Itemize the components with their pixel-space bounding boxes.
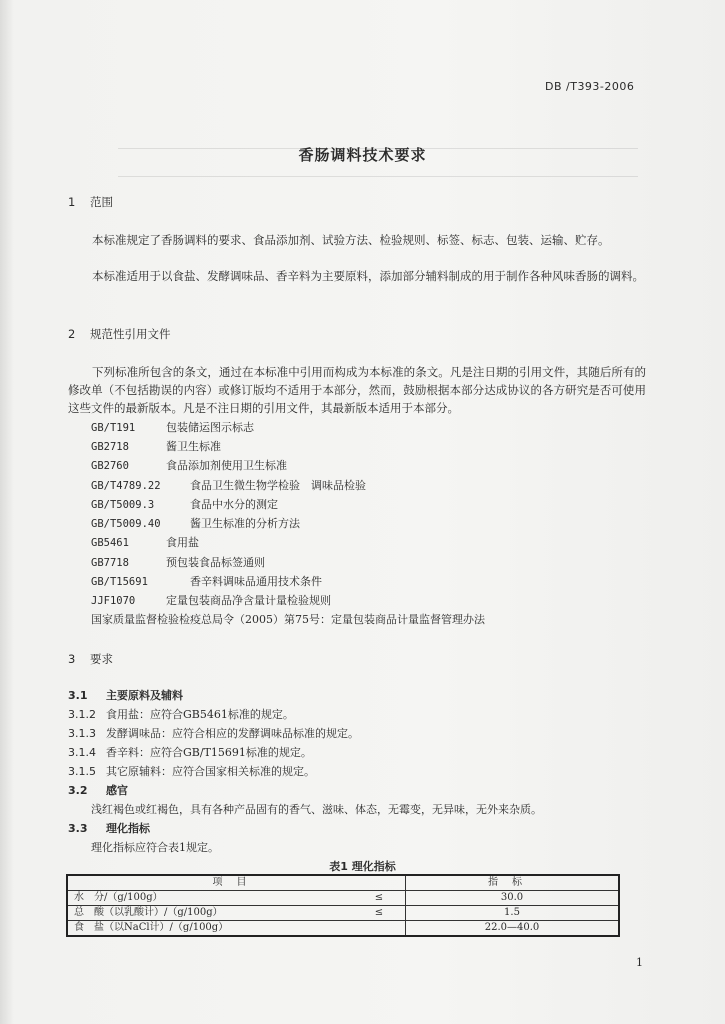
subsection-title: 理化指标 — [106, 822, 150, 835]
ref-item — [91, 438, 221, 454]
subsection-number: 3.1 — [68, 689, 88, 702]
scope-paragraph-2: 本标准适用于以食盐、发酵调味品、香辛料为主要原料，添加部分辅料制成的用于制作各种风味香肠的调料。 — [92, 269, 644, 283]
ref-code: GB/T4789.22 — [91, 480, 161, 492]
ref-item — [91, 592, 331, 608]
section-number: 1 — [68, 195, 76, 209]
subsection-title: 感官 — [106, 784, 128, 797]
ref-code: GB/T15691 — [91, 576, 148, 588]
table-cell-value: 30.0 — [406, 891, 620, 906]
section-number: 3 — [68, 652, 76, 666]
ref-name: 食用盐 — [166, 536, 199, 549]
ref-item — [91, 419, 254, 435]
clause-number: 3.1.5 — [68, 765, 96, 778]
physchem-table — [66, 874, 620, 937]
subsection-number: 3.3 — [68, 822, 88, 835]
clause-3-1-4 — [68, 744, 312, 760]
clause-3-1-3 — [68, 725, 359, 741]
table-cell-item: 总 酸（以乳酸计）/（g/100g） — [67, 906, 353, 921]
clause-number: 3.1.4 — [68, 746, 96, 759]
ref-item — [91, 554, 265, 570]
clause-text: 香辛料：应符合GB/T15691标准的规定。 — [106, 746, 312, 759]
ref-name: 酱卫生标准 — [166, 440, 221, 453]
ref-code: GB5461 — [91, 537, 129, 549]
clause-text: 食用盐：应符合GB5461标准的规定。 — [106, 708, 294, 721]
ref-name: 预包装食品标签通则 — [166, 556, 265, 569]
section-heading-refs — [68, 326, 171, 342]
table-header-row — [67, 875, 619, 891]
section-title: 范围 — [90, 195, 113, 209]
ref-code: GB2718 — [91, 441, 129, 453]
ref-code: GB/T191 — [91, 422, 136, 434]
section-heading-requirements — [68, 651, 113, 667]
subsection-title: 主要原料及辅料 — [106, 689, 183, 702]
document-title: 香肠调料技术要求 — [298, 146, 427, 164]
clause-text: 发酵调味品：应符合相应的发酵调味品标准的规定。 — [106, 727, 359, 740]
table-row — [67, 891, 619, 906]
table-cell-item: 水 分/（g/100g） — [67, 891, 353, 906]
section-title: 规范性引用文件 — [90, 327, 171, 341]
clause-3-1-5 — [68, 763, 315, 779]
standard-code: DB /T393-2006 — [545, 80, 635, 93]
column-header-value: 指标 — [406, 875, 620, 891]
ref-name: 香辛料调味品通用技术条件 — [190, 575, 322, 588]
ref-item — [91, 573, 322, 589]
clause-text: 其它原辅料：应符合国家相关标准的规定。 — [106, 765, 315, 778]
page-number: 1 — [636, 956, 643, 969]
ref-code: GB/T5009.3 — [91, 499, 155, 511]
ref-code: JJF1070 — [91, 595, 136, 607]
ref-decree: 国家质量监督检验检疫总局令（2005）第75号：定量包装商品计量监督管理办法 — [91, 613, 485, 626]
ref-code: GB/T5009.40 — [91, 518, 161, 530]
ref-name: 食品中水分的测定 — [190, 498, 278, 511]
table-cell-operator — [353, 921, 406, 937]
ref-name: 酱卫生标准的分析方法 — [190, 517, 300, 530]
refs-intro-paragraph: 下列标准所包含的条文，通过在本标准中引用而构成为本标准的条文。凡是注日期的引用文件，其随后所有的修改单（不包括勘误的内容）或修订版均不适用于本部分，然而，鼓励根据本部分达成协议的各方研究是否可使用这些文件的最新版本。凡是不注日期的引用文件，其最新版本适用于本部分。 — [68, 365, 646, 415]
ref-name: 包装储运图示标志 — [166, 421, 254, 434]
table-cell-item: 食 盐（以NaCl计）/（g/100g） — [67, 921, 353, 937]
ref-item — [91, 477, 366, 493]
section-heading-scope — [68, 194, 113, 210]
ref-item — [91, 515, 300, 531]
table-cell-value: 22.0—40.0 — [406, 921, 620, 937]
subsection-3-2 — [68, 782, 128, 798]
ref-code: GB2760 — [91, 460, 129, 472]
ref-name: 食品卫生微生物学检验 调味品检验 — [190, 479, 366, 492]
table-row — [67, 921, 619, 937]
physchem-intro-text: 理化指标应符合表1规定。 — [91, 841, 219, 854]
ref-name: 定量包装商品净含量计量检验规则 — [166, 594, 331, 607]
ref-code: GB7718 — [91, 557, 129, 569]
ref-name: 食品添加剂使用卫生标准 — [166, 459, 287, 472]
table-cell-value: 1.5 — [406, 906, 620, 921]
section-title: 要求 — [90, 652, 113, 666]
sensory-text: 浅红褐色或红褐色，具有各种产品固有的香气、滋味、体态，无霉变，无异味，无外来杂质。 — [91, 803, 542, 816]
column-header-item: 项目 — [67, 875, 406, 891]
scope-paragraph-1: 本标准规定了香肠调料的要求、食品添加剂、试验方法、检验规则、标签、标志、包装、运输、贮存。 — [92, 233, 610, 247]
clause-number: 3.1.2 — [68, 708, 96, 721]
table-cell-operator: ≤ — [353, 906, 406, 921]
ref-item — [91, 457, 287, 473]
ref-item — [91, 534, 199, 550]
table-row — [67, 906, 619, 921]
clause-number: 3.1.3 — [68, 727, 96, 740]
ref-item — [91, 496, 278, 512]
subsection-number: 3.2 — [68, 784, 88, 797]
subsection-3-3 — [68, 820, 150, 836]
clause-3-1-2 — [68, 706, 294, 722]
subsection-3-1 — [68, 687, 183, 703]
table-cell-operator: ≤ — [353, 891, 406, 906]
section-number: 2 — [68, 327, 76, 341]
table-title: 表1 理化指标 — [329, 860, 396, 873]
show-through-line — [118, 176, 638, 177]
